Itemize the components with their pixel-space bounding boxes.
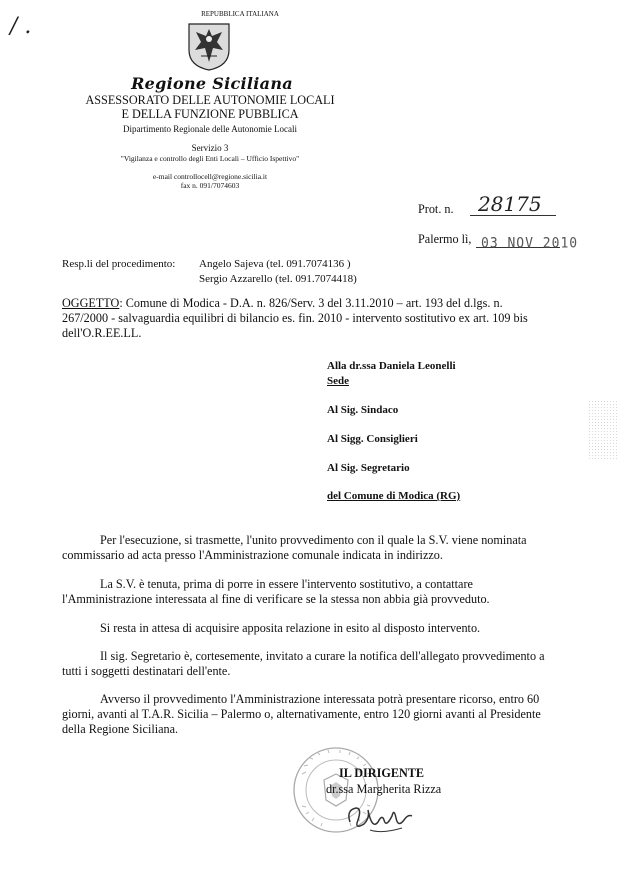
assessorato-line1: ASSESSORATO DELLE AUTONOMIE LOCALI	[85, 93, 335, 107]
recipient-leonelli: Alla dr.ssa Daniela Leonelli	[327, 360, 456, 372]
recipient-consiglieri: Al Sigg. Consiglieri	[327, 433, 418, 445]
scan-noise	[588, 400, 618, 460]
p4-line2: tutti i soggetti destinatari dell'ente.	[62, 664, 231, 678]
paragraph-1	[62, 533, 574, 563]
region-name: Regione Siciliana	[131, 74, 293, 93]
paragraph-5	[62, 692, 578, 737]
responsible-label: Resp.li del procedimento:	[62, 258, 176, 270]
republic-label: REPUBBLICA ITALIANA	[201, 10, 279, 18]
servizio: Servizio 3	[191, 143, 229, 153]
place-label: Palermo lì,	[418, 232, 472, 246]
p1-line1: Per l'esecuzione, si trasmette, l'unito provvedimento con il quale la S.V. viene nominata	[100, 533, 527, 547]
corner-handwritten-mark: / .	[10, 14, 32, 39]
subject-line3: dell'O.R.EE.LL.	[62, 326, 142, 340]
responsible-person1: Angelo Sajeva (tel. 091.7074136 )	[199, 258, 351, 270]
dipartimento: Dipartimento Regionale delle Autonomie Locali	[123, 124, 297, 134]
email: e-mail controllocell@regione.sicilia.it	[152, 172, 268, 181]
protocol-number: 28175	[478, 192, 542, 216]
paragraph-3: Si resta in attesa di acquisire apposita relazione in esito al disposto intervento.	[100, 621, 481, 635]
subject-line1	[62, 296, 574, 311]
p5-line2: giorni, avanti al T.A.R. Sicilia – Palermo o, alternativamente, entro 120 giorni avanti al Presidente	[62, 707, 541, 721]
letterhead	[140, 10, 340, 18]
recipient-sede: Sede	[327, 375, 349, 387]
date-stamp: 03 NOV 2010	[481, 235, 579, 252]
subject-block	[62, 296, 574, 341]
assessorato-line2: E DELLA FUNZIONE PUBBLICA	[121, 107, 299, 121]
handwritten-signature-icon	[342, 800, 422, 836]
recipient-comune: del Comune di Modica (RG)	[327, 490, 461, 502]
p2-line2: l'Amministrazione interessata al fine di verificare se la stessa non abbia già provveduto.	[62, 592, 490, 606]
region-emblem-icon	[186, 20, 232, 72]
protocol-label: Prot. n.	[418, 202, 454, 216]
signatory-title: IL DIRIGENTE	[339, 766, 425, 780]
p2-line1: La S.V. è tenuta, prima di porre in essere l'intervento sostitutivo, a contattare	[100, 577, 473, 591]
paragraph-2	[62, 577, 574, 607]
assessorato-block	[60, 93, 360, 121]
p4-line1: Il sig. Segretario è, cortesemente, invitato a curare la notifica dell'allegato provvedimento a	[100, 649, 545, 663]
responsible-person2: Sergio Azzarello (tel. 091.7074418)	[199, 273, 357, 285]
recipient-segretario: Al Sig. Segretario	[327, 462, 410, 474]
p5-line1: Avverso il provvedimento l'Amministrazione interessata potrà presentare ricorso, entro 60	[100, 692, 540, 706]
fax: fax n. 091/7074603	[180, 181, 240, 190]
p5-line3: della Regione Siciliana.	[62, 722, 179, 736]
servizio-desc: "Vigilanza e controllo degli Enti Locali – Ufficio Ispettivo"	[120, 154, 300, 163]
subject-line2: 267/2000 - salvaguardia equilibri di bilancio es. fin. 2010 - intervento sostitutivo ex art. 109 bis	[62, 311, 528, 325]
subject-label: OGGETTO	[62, 296, 120, 310]
paragraph-4	[62, 649, 574, 679]
recipient-sindaco: Al Sig. Sindaco	[327, 404, 399, 416]
p1-line2: commissario ad acta presso l'Amministrazione comunale indicata in indirizzo.	[62, 548, 443, 562]
signatory-name: dr.ssa Margherita Rizza	[326, 782, 442, 796]
subject-text1: : Comune di Modica - D.A. n. 826/Serv. 3 del 3.11.2010 – art. 193 del d.lgs. n.	[119, 296, 503, 310]
